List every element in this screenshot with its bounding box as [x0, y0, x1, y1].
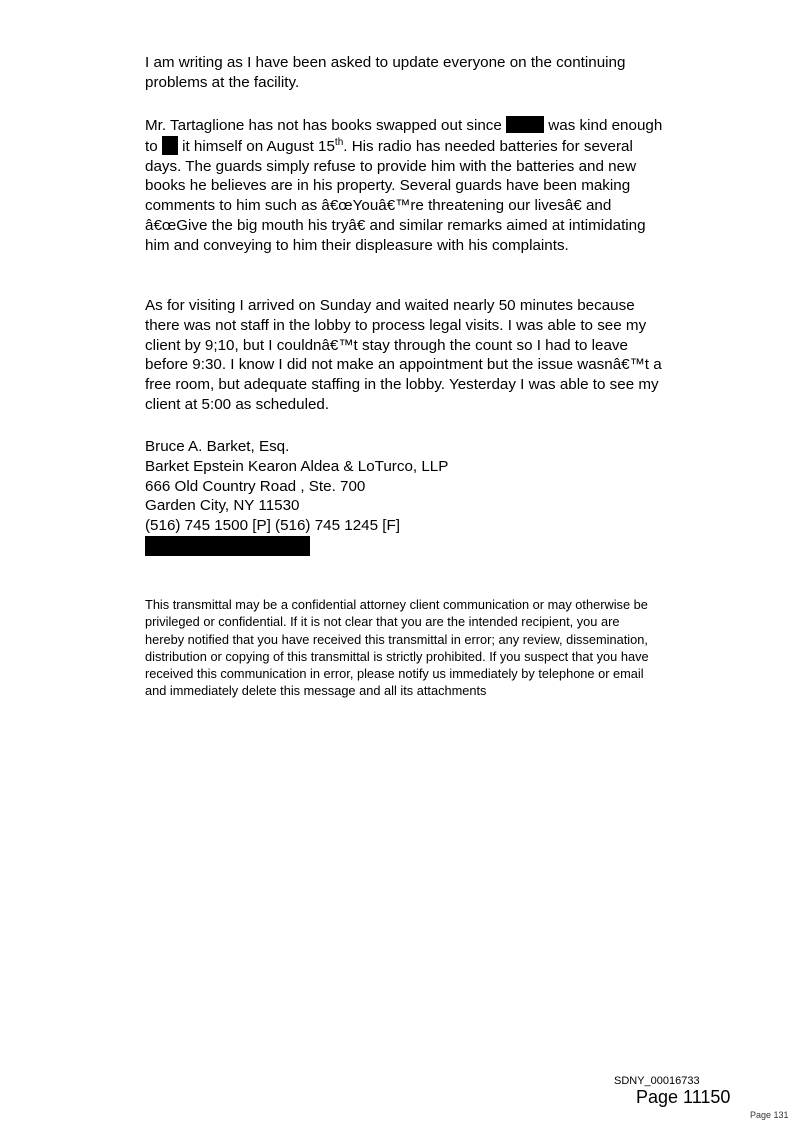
paragraph-2-part-d: . His radio has needed batteries for several days. The guards simply refuse to provide him with the batteries and new books he believes are in his property. Several guards have been making comments to him such as â€œYouâ€™re threatening our livesâ€ and â€œGive the big mouth his tryâ€ and similar remarks aimed at intimidating him and conveying to him their displeasure with his complaints. — [145, 137, 646, 254]
redaction-box — [506, 116, 544, 133]
signature-phone: (516) 745 1500 [P] (516) 745 1245 [F] — [145, 517, 400, 535]
signature-name: Bruce A. Barket, Esq. — [145, 438, 290, 455]
paragraph-visiting: As for visiting I arrived on Sunday and waited nearly 50 minutes because there was not staff in the lobby to process legal visits. I was able to see my client by 9;10, but I couldnâ€™t stay through the count so I had to leave before 9:30. I know I did not make an appointment but the issue wasnâ€™t a free room, but adequate staffing in the lobby. Yesterday I was able to see my client at 5:00 as scheduled. — [145, 297, 662, 413]
page-count: Page 131 — [750, 1110, 789, 1120]
paragraph-intro: I am writing as I have been asked to update everyone on the continuing problems at the facility. — [145, 54, 626, 91]
redaction-box — [145, 536, 310, 556]
confidentiality-disclaimer: This transmittal may be a confidential attorney client communication or may otherwise be privileged or confidential. If it is not clear that you are the intended recipient, you are hereby notified that you have received this transmittal in error; any review, dissemination, distribution or copying of this transmittal is strictly prohibited. If you suspect that you have received this communication in error, please notify us immediately by telephone or email and immediately delete this message and all its attachments — [145, 597, 649, 699]
bates-number: SDNY_00016733 — [614, 1075, 700, 1087]
paragraph-2-part-c: it himself on August 15 — [177, 137, 335, 155]
signature-address-line-1: 666 Old Country Road , Ste. 700 — [145, 477, 366, 495]
page-label: Page 11150 — [636, 1087, 731, 1107]
ordinal-superscript: th — [334, 136, 344, 148]
paragraph-books-batteries — [145, 116, 665, 256]
redaction-box — [162, 136, 178, 155]
signature-address-line-2: Garden City, NY 11530 — [145, 497, 300, 515]
paragraph-2-part-b: was kind enough to — [145, 117, 663, 155]
paragraph-2-part-a: Mr. Tartaglione has not has books swapped out since — [145, 117, 507, 134]
signature-email-line — [145, 536, 665, 559]
signature-block — [145, 437, 665, 559]
signature-firm: Barket Epstein Kearon Aldea & LoTurco, LLP — [145, 457, 449, 475]
